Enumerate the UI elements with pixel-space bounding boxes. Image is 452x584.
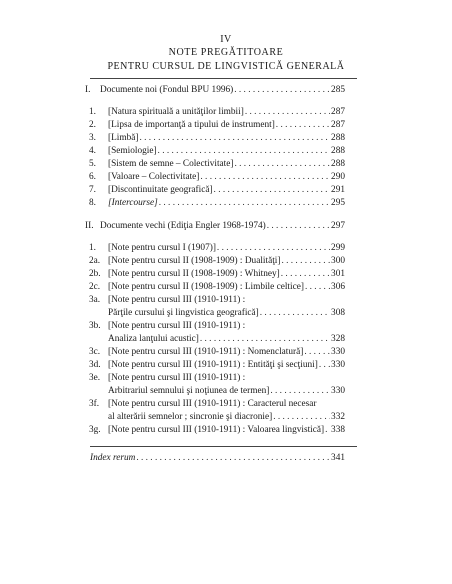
index-title: Index rerum — [90, 453, 136, 463]
section-number: I. — [85, 85, 91, 95]
toc-entry[interactable] — [0, 198, 452, 209]
entry-number: 3d. — [89, 360, 101, 370]
entry-title: [Note pentru cursul III (1910-1911) : Nomenclatură] — [108, 347, 304, 357]
index-entry[interactable] — [0, 453, 452, 464]
page-number: 330 — [331, 360, 345, 370]
entry-number: 5. — [89, 159, 96, 169]
entry-title: [Valoare – Colectivitate] — [108, 172, 200, 182]
page-number: 308 — [331, 308, 345, 318]
toc-entry[interactable] — [0, 321, 452, 332]
page-number: 291 — [331, 185, 345, 195]
toc-entry[interactable] — [0, 172, 452, 183]
entry-number: 4. — [89, 146, 96, 156]
page-number: 295 — [331, 198, 345, 208]
toc-entry-continuation[interactable] — [0, 308, 452, 319]
toc-entry[interactable] — [0, 347, 452, 358]
page-number: 297 — [331, 221, 345, 231]
entry-title: [Natura spirituală a unităţilor limbii] — [108, 107, 244, 117]
page-number: 341 — [331, 453, 345, 463]
toc-entry[interactable] — [0, 133, 452, 144]
chapter-title: NOTE PREGĂTITOARE — [168, 47, 284, 58]
entry-title: [Intercourse] — [108, 198, 158, 208]
page-number: 288 — [331, 133, 345, 143]
page-number: 290 — [331, 172, 345, 182]
page-number: 330 — [331, 347, 345, 357]
entry-title: Arbitrariul semnului şi noţiunea de termen] — [108, 386, 270, 396]
toc-entry[interactable] — [0, 399, 452, 410]
section-1-heading[interactable] — [0, 85, 452, 96]
toc-entry-continuation[interactable] — [0, 412, 452, 423]
entry-title: [Note pentru cursul II (1908-1909) : Limbile celtice] — [108, 282, 304, 292]
entry-title-line1: [Note pentru cursul III (1910-1911) : — [108, 321, 246, 331]
toc-entry[interactable] — [0, 185, 452, 196]
entry-title: [Note pentru cursul I (1907)] — [108, 243, 216, 253]
section-number: II. — [85, 221, 94, 231]
entry-title-line1: [Note pentru cursul III (1910-1911) : — [108, 295, 246, 305]
toc-entry[interactable] — [0, 373, 452, 384]
entry-title-line1: [Note pentru cursul III (1910-1911) : Caracterul necesar — [108, 399, 317, 409]
entry-title: al alterării semnelor ; sincronie şi diacronie] — [108, 412, 273, 422]
entry-number: 8. — [89, 198, 96, 208]
toc-entry[interactable] — [0, 269, 452, 280]
entry-title-line1: [Note pentru cursul III (1910-1911) : — [108, 373, 246, 383]
entry-title: Analiza lanţului acustic] — [108, 334, 199, 344]
chapter-number: IV — [220, 34, 232, 45]
page-number: 301 — [331, 269, 345, 279]
page-number: 288 — [331, 159, 345, 169]
page-number: 288 — [331, 146, 345, 156]
entry-number: 2a. — [89, 256, 101, 266]
toc-entry[interactable] — [0, 146, 452, 157]
entry-title: [Note pentru cursul III (1910-1911) : Entităţi şi secţiuni] — [108, 360, 318, 370]
entry-title: [Note pentru cursul II (1908-1909) : Whitney] — [108, 269, 280, 279]
toc-entry-continuation[interactable] — [0, 334, 452, 345]
page-number: 332 — [331, 412, 345, 422]
top-rule — [90, 78, 357, 79]
chapter-subtitle: PENTRU CURSUL DE LINGVISTICĂ GENERALĂ — [107, 61, 345, 72]
page-number: 299 — [331, 243, 345, 253]
entry-number: 3a. — [89, 295, 101, 305]
section-2-heading[interactable] — [0, 221, 452, 232]
page-number: 287 — [331, 107, 345, 117]
toc-entry[interactable] — [0, 282, 452, 293]
entry-title: [Note pentru cursul II (1908-1909) : Dualităţi] — [108, 256, 281, 266]
toc-entry[interactable] — [0, 107, 452, 118]
entry-number: 1. — [89, 243, 96, 253]
entry-title: [Limbă] — [108, 133, 139, 143]
toc-entry[interactable] — [0, 425, 452, 436]
page-number: 287 — [331, 120, 345, 130]
page-number: 328 — [331, 334, 345, 344]
toc-entry-continuation[interactable] — [0, 386, 452, 397]
entry-title: [Lipsa de importanţă a tipului de instrument] — [108, 120, 275, 130]
toc-entry[interactable] — [0, 159, 452, 170]
entry-title: [Semiologie] — [108, 146, 157, 156]
toc-entry[interactable] — [0, 243, 452, 254]
entry-title: [Sistem de semne – Colectivitate] — [108, 159, 234, 169]
page-number: 330 — [331, 386, 345, 396]
entry-number: 3. — [89, 133, 96, 143]
page-number: 306 — [331, 282, 345, 292]
entry-number: 2c. — [89, 282, 101, 292]
entry-number: 7. — [89, 185, 96, 195]
page-number: 285 — [331, 85, 345, 95]
entry-number: 2. — [89, 120, 96, 130]
entry-title: Părţile cursului şi lingvistica geografică] — [108, 308, 259, 318]
entry-number: 6. — [89, 172, 96, 182]
entry-title: [Note pentru cursul III (1910-1911) : Valoarea lingvistică] — [108, 425, 325, 435]
page-number: 338 — [331, 425, 345, 435]
entry-number: 3f. — [89, 399, 100, 409]
toc-entry[interactable] — [0, 360, 452, 371]
entry-number: 2b. — [89, 269, 101, 279]
entry-number: 1. — [89, 107, 96, 117]
bottom-rule — [90, 446, 357, 447]
toc-entry[interactable] — [0, 120, 452, 131]
entry-number: 3g. — [89, 425, 101, 435]
page-number: 300 — [331, 256, 345, 266]
entry-number: 3e. — [89, 373, 101, 383]
toc-entry[interactable] — [0, 295, 452, 306]
section-title: Documente noi (Fondul BPU 1996) — [100, 85, 234, 95]
section-title: Documente vechi (Ediţia Engler 1968-1974) — [100, 221, 266, 231]
entry-number: 3c. — [89, 347, 101, 357]
entry-title: [Discontinuitate geografică] — [108, 185, 213, 195]
toc-entry[interactable] — [0, 256, 452, 267]
entry-number: 3b. — [89, 321, 101, 331]
